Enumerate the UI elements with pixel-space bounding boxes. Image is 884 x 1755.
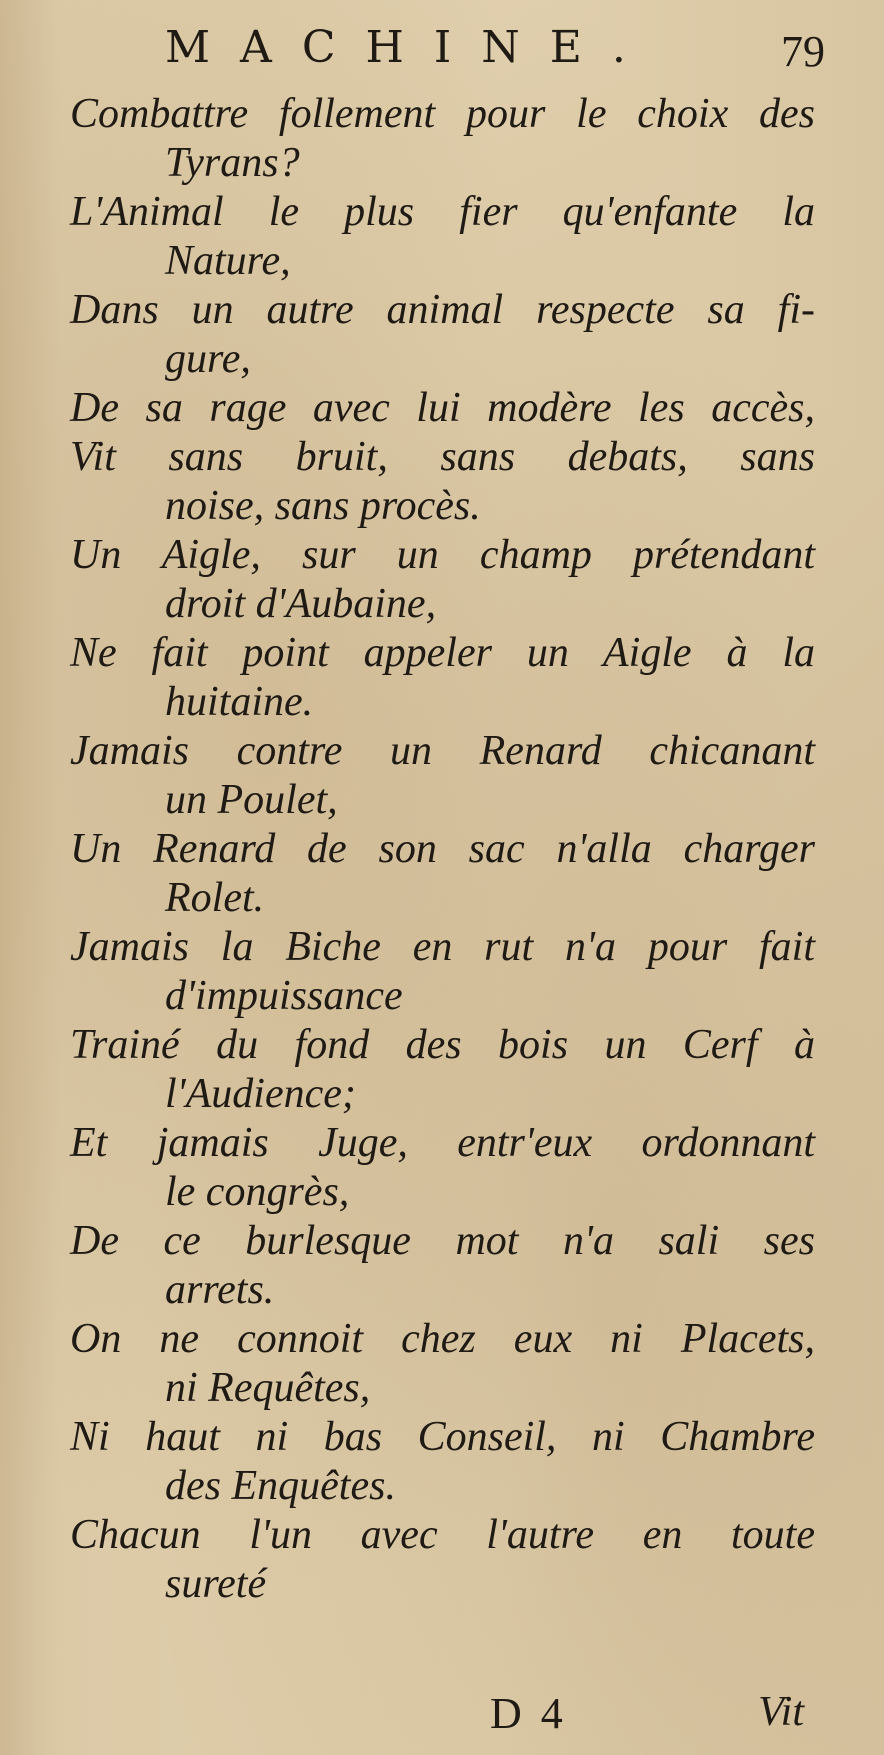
verse-line-continuation: Rolet.	[165, 875, 265, 921]
running-title: MACHINE.	[165, 22, 656, 73]
verse-line-continuation: Nature,	[165, 238, 291, 284]
verse-line: Un Aigle, sur un champ prétendant	[70, 532, 815, 578]
verse-line: Jamais la Biche en rut n'a pour fait	[70, 924, 815, 970]
verse-line-continuation: Tyrans?	[165, 140, 300, 186]
page-number: 79	[781, 27, 825, 76]
verse-line-continuation: huitaine.	[165, 679, 314, 725]
page-footer	[0, 1688, 884, 1744]
page-header	[165, 22, 825, 82]
verse-line: Jamais contre un Renard chicanant	[70, 728, 815, 774]
verse-line: Et jamais Juge, entr'eux ordonnant	[70, 1120, 815, 1166]
verse-text	[70, 90, 830, 1609]
verse-line: Ni haut ni bas Conseil, ni Chambre	[70, 1414, 815, 1460]
verse-line: De sa rage avec lui modère les accès,	[70, 385, 815, 431]
verse-line-continuation: ni Requêtes,	[165, 1365, 371, 1411]
verse-line-continuation: gure,	[165, 336, 251, 382]
signature-mark: D 4	[490, 1689, 567, 1738]
verse-line-continuation: arrets.	[165, 1267, 275, 1313]
verse-line: Combattre follement pour le choix des	[70, 91, 815, 137]
verse-line: L'Animal le plus fier qu'enfante la	[70, 189, 815, 235]
verse-line: Vit sans bruit, sans debats, sans	[70, 434, 815, 480]
verse-line-continuation: des Enquêtes.	[165, 1463, 396, 1509]
verse-line-continuation: droit d'Aubaine,	[165, 581, 437, 627]
catchword: Vit	[758, 1689, 804, 1735]
verse-line: On ne connoit chez eux ni Placets,	[70, 1316, 815, 1362]
verse-line-continuation: noise, sans procès.	[165, 483, 481, 529]
verse-line-continuation: sureté	[165, 1561, 267, 1607]
verse-line: Chacun l'un avec l'autre en toute	[70, 1512, 815, 1558]
verse-line: Un Renard de son sac n'alla charger	[70, 826, 815, 872]
verse-line: De ce burlesque mot n'a sali ses	[70, 1218, 815, 1264]
verse-line: Ne fait point appeler un Aigle à la	[70, 630, 815, 676]
verse-line-continuation: l'Audience;	[165, 1071, 356, 1117]
verse-line-continuation: le congrès,	[165, 1169, 350, 1215]
verse-line: Dans un autre animal respecte sa fi-	[70, 287, 815, 333]
verse-line: Trainé du fond des bois un Cerf à	[70, 1022, 815, 1068]
verse-line-continuation: un Poulet,	[165, 777, 338, 823]
verse-line-continuation: d'impuissance	[165, 973, 403, 1019]
